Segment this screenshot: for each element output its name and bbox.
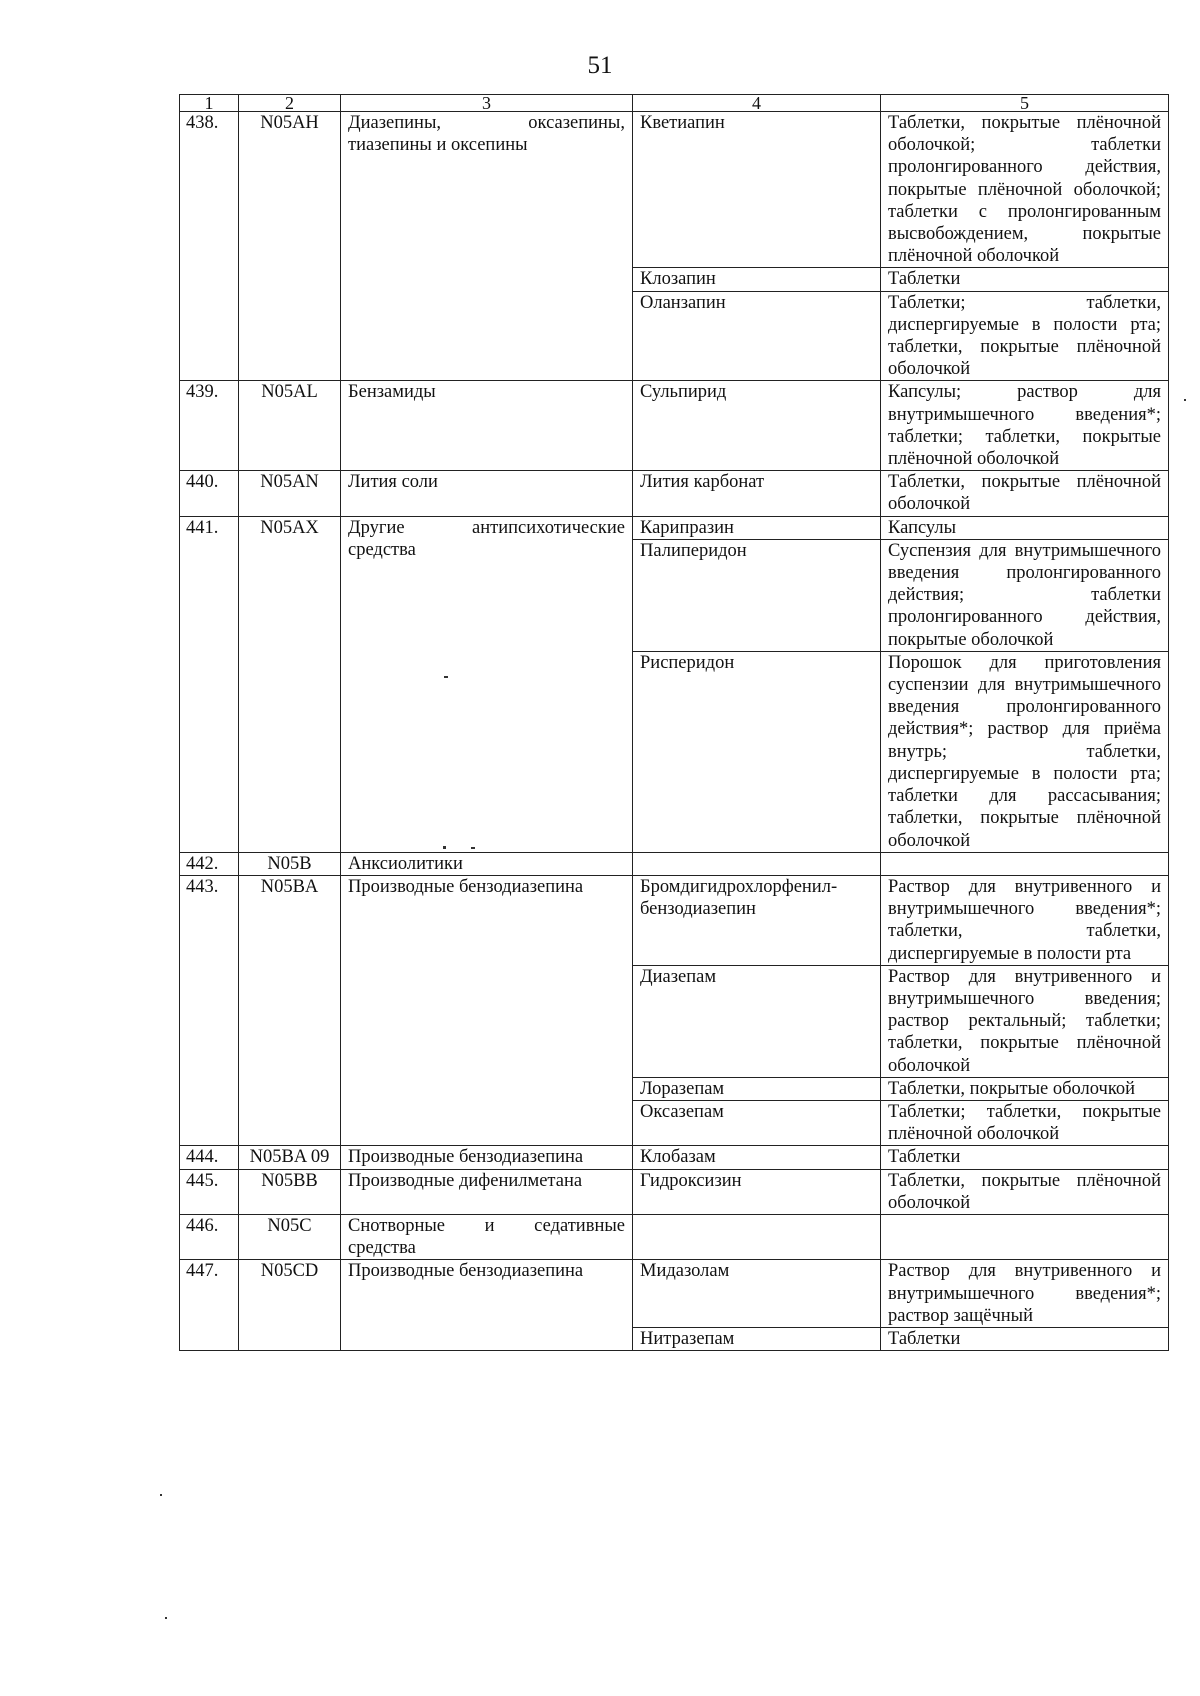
atc-code: N05B — [239, 852, 341, 875]
column-header: 1 — [180, 95, 239, 112]
pharmacological-group: Бензамиды — [341, 381, 633, 471]
drug-name: Диазепам — [633, 965, 881, 1077]
row-number: 440. — [180, 471, 239, 516]
row-number: 439. — [180, 381, 239, 471]
table-row — [180, 1214, 1169, 1259]
atc-code: N05BA 09 — [239, 1146, 341, 1169]
pencil-speck — [1184, 399, 1186, 401]
table-header-row — [180, 95, 1169, 112]
table-row — [180, 381, 1169, 471]
pharmacological-group: Производные дифенилметана — [341, 1169, 633, 1214]
table-row — [180, 471, 1169, 516]
atc-code: N05AN — [239, 471, 341, 516]
atc-code: N05C — [239, 1214, 341, 1259]
drug-name: Сульпирид — [633, 381, 881, 471]
dosage-form: Таблетки, покрытые оболочкой — [881, 1077, 1169, 1100]
dosage-form: Таблетки — [881, 1146, 1169, 1169]
dosage-form: Раствор для внутривенного и внутримышечного введения; раствор ректальный; таблетки; таблетки, покрытые плёночной оболочкой — [881, 965, 1169, 1077]
pharmacological-group: Диазепины, оксазепины, тиазепины и оксепины — [341, 112, 633, 381]
pharmacological-group: Лития соли — [341, 471, 633, 516]
table-row — [180, 516, 1169, 539]
drug-name: Мидазолам — [633, 1260, 881, 1328]
table-row — [180, 875, 1169, 965]
row-number: 442. — [180, 852, 239, 875]
row-number: 443. — [180, 875, 239, 1145]
dosage-form — [881, 852, 1169, 875]
dosage-form: Таблетки — [881, 1327, 1169, 1350]
dosage-form: Таблетки, покрытые плёночной оболочкой — [881, 471, 1169, 516]
row-number: 438. — [180, 112, 239, 381]
column-header: 4 — [633, 95, 881, 112]
pencil-speck — [160, 1494, 162, 1496]
dosage-form: Таблетки; таблетки, диспергируемые в полости рта; таблетки, покрытые плёночной оболочкой — [881, 291, 1169, 381]
drug-name: Нитразепам — [633, 1327, 881, 1350]
pencil-speck — [443, 846, 446, 849]
pharmacological-group: Производные бензодиазепина — [341, 1260, 633, 1351]
table-row — [180, 1260, 1169, 1328]
pharmacological-group: Снотворные и седативные средства — [341, 1214, 633, 1259]
dosage-form: Таблетки, покрытые плёночной оболочкой; таблетки пролонгированного действия, покрытые плёночной оболочкой; таблетки с пролонгированным высвобождением, покрытые плёночной оболочкой — [881, 112, 1169, 268]
atc-code: N05AH — [239, 112, 341, 381]
table-row — [180, 112, 1169, 268]
drug-name: Кветиапин — [633, 112, 881, 268]
dosage-form: Таблетки — [881, 268, 1169, 291]
column-header: 3 — [341, 95, 633, 112]
drug-list-table — [179, 94, 1169, 1351]
dosage-form: Таблетки, покрытые плёночной оболочкой — [881, 1169, 1169, 1214]
atc-code: N05AL — [239, 381, 341, 471]
table-row — [180, 1169, 1169, 1214]
dosage-form — [881, 1214, 1169, 1259]
drug-name — [633, 852, 881, 875]
column-header: 2 — [239, 95, 341, 112]
atc-code: N05BA — [239, 875, 341, 1145]
pharmacological-group: Анксиолитики — [341, 852, 633, 875]
drug-name: Клобазам — [633, 1146, 881, 1169]
pencil-speck — [165, 1617, 167, 1619]
drug-name: Карипразин — [633, 516, 881, 539]
table-row — [180, 1146, 1169, 1169]
row-number: 444. — [180, 1146, 239, 1169]
row-number: 447. — [180, 1260, 239, 1351]
atc-code: N05CD — [239, 1260, 341, 1351]
table-row — [180, 852, 1169, 875]
row-number: 441. — [180, 516, 239, 852]
pharmacological-group: Производные бензодиазепина — [341, 875, 633, 1145]
pharmacological-group: Другие антипсихотические средства — [341, 516, 633, 852]
drug-name: Оксазепам — [633, 1100, 881, 1145]
drug-name: Рисперидон — [633, 651, 881, 852]
dosage-form: Капсулы — [881, 516, 1169, 539]
page-number: 51 — [587, 52, 613, 79]
drug-name: Лития карбонат — [633, 471, 881, 516]
dosage-form: Раствор для внутривенного и внутримышечного введения*; раствор защёчный — [881, 1260, 1169, 1328]
dosage-form: Раствор для внутривенного и внутримышечного введения*; таблетки, таблетки, диспергируемые в полости рта — [881, 875, 1169, 965]
dosage-form: Порошок для приготовления суспензии для внутримышечного введения пролонгированного действия*; раствор для приёма внутрь; таблетки, диспергируемые в полости рта; таблетки для рассасывания; таблетки, покрытые плёночной оболочкой — [881, 651, 1169, 852]
drug-name: Палиперидон — [633, 539, 881, 651]
atc-code: N05AX — [239, 516, 341, 852]
drug-name: Оланзапин — [633, 291, 881, 381]
pharmacological-group: Производные бензодиазепина — [341, 1146, 633, 1169]
drug-name: Бромдигидрохлорфенил-бензодиазепин — [633, 875, 881, 965]
dosage-form: Таблетки; таблетки, покрытые плёночной оболочкой — [881, 1100, 1169, 1145]
column-header: 5 — [881, 95, 1169, 112]
row-number: 445. — [180, 1169, 239, 1214]
drug-name — [633, 1214, 881, 1259]
drug-name: Клозапин — [633, 268, 881, 291]
atc-code: N05BB — [239, 1169, 341, 1214]
drug-name: Гидроксизин — [633, 1169, 881, 1214]
dosage-form: Капсулы; раствор для внутримышечного введения*; таблетки; таблетки, покрытые плёночной оболочкой — [881, 381, 1169, 471]
row-number: 446. — [180, 1214, 239, 1259]
pencil-speck — [444, 676, 448, 678]
pencil-speck — [471, 847, 475, 849]
dosage-form: Суспензия для внутримышечного введения пролонгированного действия; таблетки пролонгированного действия, покрытые оболочкой — [881, 539, 1169, 651]
drug-name: Лоразепам — [633, 1077, 881, 1100]
